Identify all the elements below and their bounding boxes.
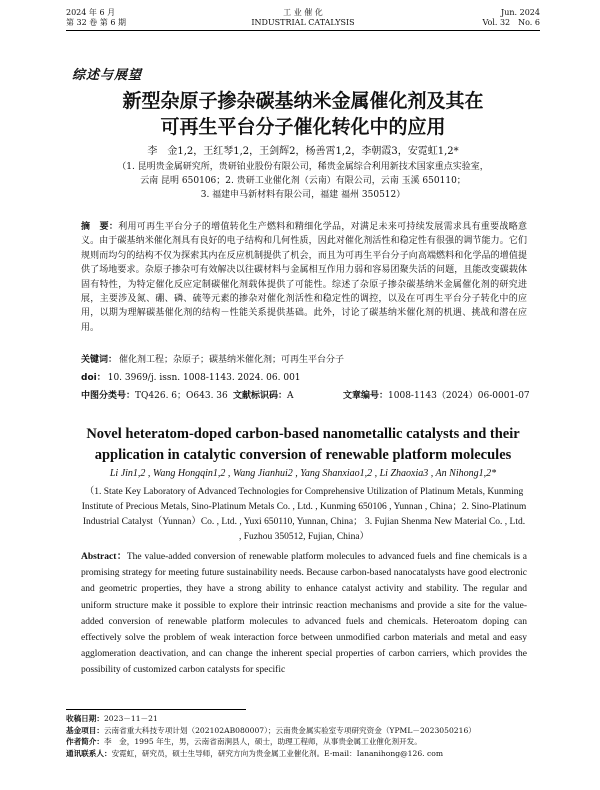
header-volume: 第 32 卷 第 6 期	[66, 18, 126, 27]
footnote-corresponding	[66, 748, 540, 760]
authors-cn: 李 金1,2，王红琴1,2，王剑辉2，杨善霄1,2，李朝霞3，安霓虹1,2*	[147, 146, 459, 157]
art-value: 1008-1143（2024）06-0001-07	[388, 391, 530, 401]
doc-code	[233, 388, 294, 401]
article-number	[343, 388, 530, 401]
header-rule	[66, 30, 540, 31]
abstract-cn-label: 摘 要：	[81, 222, 119, 232]
abstract-cn-text: 利用可再生平台分子的增值转化生产燃料和精细化学品，对满足未来可持续发展需求具有重要战略意义。由于碳基纳米催化剂具有良好的电子结构和几何性质，因此对催化剂活性和稳定性有很强的调节能力。它们规则而均匀的结构不仅为探索其内在反应机制提供了机会，而且为可再生平台分子向高端燃料和化学品的增值提供了场地要求。杂原子掺杂可有效解决以往碳材料与金属相互作用力弱和容易团聚失活的问题，且能改变碳载体固有特性，为特定催化反应定制碳催化剂载体提供了可能性。综述了杂原子掺杂碳基纳米金属催化剂的研究进展，主要涉及氮、硼、磷、硫等元素的掺杂对催化剂活性和稳定性的调控，以及在可再生平台分子转化中的应用，以期为理解碳基催化剂的结构－性能关系提供基础。此外，讨论了碳基纳米催化剂的机遇、挑战和潜在应用。	[81, 222, 527, 333]
abstract-cn	[81, 220, 527, 335]
doc-label: 文献标识码：	[233, 391, 288, 401]
footnote-label: 作者简介：	[66, 737, 104, 746]
footnote-text: 云南省重大科技专项计划（202102AB080007）；云南贵金属实验室专项研究资金（YPML－2023050216）	[103, 725, 476, 735]
footnote-received	[66, 713, 540, 725]
keywords-text: 催化剂工程；杂原子；碳基纳米催化剂；可再生平台分子	[119, 355, 345, 365]
footnotes	[66, 713, 540, 759]
affiliation-cn-line: 云南 昆明 650106；2. 贵研工业催化剂（云南）有限公司，云南 玉溪 650110；	[140, 176, 466, 186]
doi	[81, 370, 301, 383]
header-center	[66, 8, 540, 28]
affiliation-cn-line: （1. 昆明贵金属研究所，贵研铂业股份有限公司，稀贵金属综合利用新技术国家重点实验室，	[117, 162, 489, 172]
affiliation-cn-line: 3. 福建申马新材料有限公司，福建 福州 350512）	[200, 190, 406, 200]
clc-label: 中图分类号：	[81, 391, 136, 401]
footnote-label: 通讯联系人：	[66, 748, 112, 758]
title-en-line-1: Novel heteratom-doped carbon-based nanometallic catalysts and their	[86, 426, 520, 442]
doi-text: 10. 3969/j. issn. 1008-1143. 2024. 06. 001	[107, 373, 301, 383]
clc-number	[81, 388, 228, 401]
header-journal-en: INDUSTRIAL CATALYSIS	[251, 18, 355, 27]
title-cn	[66, 88, 540, 140]
footnote-label: 基金项目：	[66, 725, 104, 735]
section-tag: 综述与展望	[72, 68, 143, 83]
title-cn-line-1: 新型杂原子掺杂碳基纳米金属催化剂及其在	[122, 90, 484, 112]
doi-label: doi：	[81, 373, 106, 383]
footnote-text: 安霓虹，研究员，硕士生导师，研究方向为贵金属工业催化剂。E-mail：Iananihong@126. com	[111, 748, 444, 758]
abstract-en	[81, 549, 527, 679]
title-en	[66, 424, 540, 466]
clc-value: TQ426. 6；O643. 36	[135, 391, 228, 401]
footnote-funding	[66, 725, 540, 737]
abstract-en-text: The value-added conversion of renewable platform molecules to advanced fuels and fine chemicals is a promising strategy for meeting future sustainability needs. Because carbon-based nanocatalysts have good electronic and geometric properties, they have a strong ability to enhance catalyst activity and stability. The regular and uniform structure make it possible to explore their intrinsic reaction mechanisms and provide a site for the value-added conversion of renewable platform molecules to advanced fuels and chemicals. Heteroatom doping can effectively solve the problem of weak interaction force between unmodified carbon materials and metal and easy agglomeration deactivation, and can change the inherent special properties of carbon carriers, which provides the possibility of customized carbon catalysts for specific	[81, 552, 527, 676]
footnote-label: 收稿日期：	[66, 714, 104, 723]
footnote-text: 李 金，1995 年生，男，云南省南涧县人，硕士，助理工程师，从事贵金属工业催化剂开发。	[103, 737, 422, 746]
header-date: 2024 年 6 月	[66, 8, 116, 17]
affiliations-en: （1. State Key Laboratory of Advanced Technologies for Comprehensive Utilization of Platinum Metals, Kunming Institute of Precious Metals, Sino-Platinum Metals Co. , Ltd. , Kunming 650106 , Yunnan , China；2. Sino-Platinum Industrial Catalyst（Yunnan）Co. , Ltd. , Yuxi 650110, Yunnan, China； 3. Fujian Shenma New Material Co. , Ltd. , Fuzhou 350512, Fujian, China）	[81, 487, 527, 542]
authors-en: Li Jin1,2 , Wang Hongqin1,2 , Wang Jianhui2 , Yang Shanxiao1,2 , Li Zhaoxia3 , An Nihong1,2*	[109, 468, 497, 479]
doc-value: A	[287, 391, 294, 401]
art-label: 文章编号：	[343, 391, 389, 401]
title-en-line-2: application in catalytic conversion of renewable platform molecules	[94, 447, 512, 463]
affiliations-cn	[66, 160, 540, 202]
footnote-text: 2023－11－21	[103, 714, 158, 723]
header-right	[482, 8, 540, 28]
header-volume-en: Vol. 32 No. 6	[482, 18, 540, 27]
keywords-cn	[81, 352, 344, 365]
abstract-en-label: Abstract：	[81, 552, 127, 562]
title-cn-line-2: 可再生平台分子催化转化中的应用	[160, 116, 446, 138]
footnote-rule	[66, 709, 246, 710]
footnote-author-bio	[66, 736, 540, 748]
keywords-label: 关键词：	[81, 355, 118, 365]
header-date-en: Jun. 2024	[501, 8, 540, 17]
header-journal-cn: 工 业 催 化	[283, 8, 323, 17]
